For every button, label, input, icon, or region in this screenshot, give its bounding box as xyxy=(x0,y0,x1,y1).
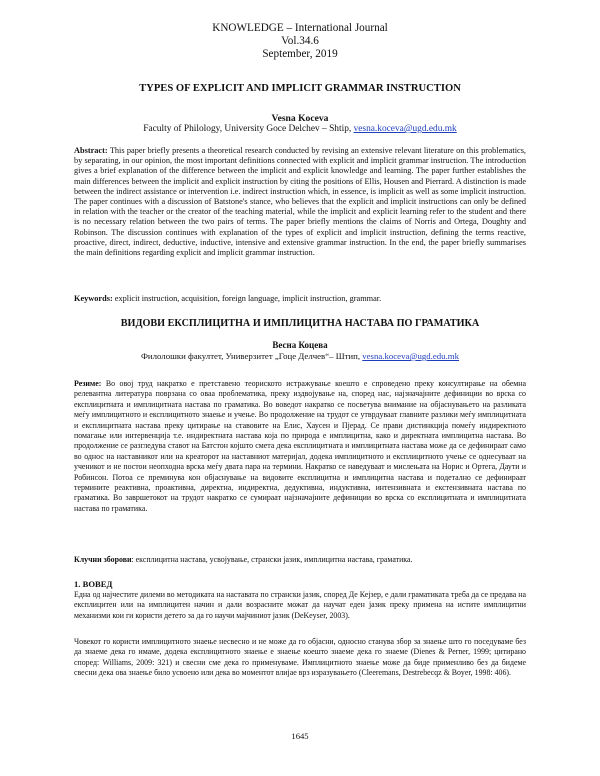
journal-header xyxy=(0,22,600,61)
abstract xyxy=(74,146,526,258)
journal-date: September, 2019 xyxy=(262,48,338,60)
paper-author: Vesna Koceva xyxy=(271,113,329,124)
paper-title: TYPES OF EXPLICIT AND IMPLICIT GRAMMAR INSTRUCTION xyxy=(139,83,461,94)
intro-paragraph-2: Човекот го користи имплицитното знаење несвесно и не може да го објасни, односно станува збор за знаење што го поседуваме без да знаеме дека го имаме, додека експлицитното знаење е знаење коешто знаеме дека го знаеме (Dienes & Perner, 1999; цитирано според: Williams, 2009: 321) и свесни сме дека го применуваме. Имплицитното знаење може да биде применливо без да бидеме свесни дека ова знаење било усвоено или дека во моментот влијае врз изразувањето (Cleeremans, Destrebecqz & Boyer, 1998: 406). xyxy=(74,637,526,678)
klucni-text: : експлицитна настава, усвојување, странски јазик, имплицитна настава, граматика. xyxy=(131,555,413,564)
abstract-text: This paper briefly presents a theoretical research conducted by revising an extensive relevant literature on this problematics, by separating, in our opinion, the most important definitions connected with explicit and implicit grammar instruction. The introduction gives a brief explanation of the difference between the implicit and explicit knowledge and learning. The paper further establishes the main differences between the implicit and explicit instruction by citing the positions of Ellis, Housen and Pierrard. A distinction is made between the indirect assistance or intervention i.e. indirect instruction which, in essence, is implicit as well as some implicit instruction. The paper continues with a discussion of Batstone's stance, who believes that the explicit and implicit instructions can only be defined in relation with the teacher or the creator of the teaching material, while the implicit and explicit learning refer to the student and there is no necessary relation between the two pairs of terms. The paper briefly mentions the claims of Norris and Ortega, Doughty and Robinson. The discussion continues with explanation of the types of explicit and implicit instruction, defining the terms reactive, proactive, direct, indirect, deductive, inductive, intensive and extensive grammar instruction. In the end, the paper briefly summarises the main definitions regarding explicit and implicit grammar instruction. xyxy=(74,146,526,258)
keywords-text: explicit instruction, acquisition, foreign language, implicit instruction, grammar. xyxy=(114,294,382,303)
rezime-label: Резиме: xyxy=(74,379,102,388)
klucni-zborovi xyxy=(74,555,526,565)
author-email-link[interactable]: vesna.koceva@ugd.edu.mk xyxy=(353,124,457,134)
mk-email-link[interactable]: vesna.koceva@ugd.edu.mk xyxy=(362,351,460,361)
rezime-text: Во овој труд накратко е претставено теориското истражување коешто е спроведено преку консултирање на обемна релевантна литература поврзана со оваа проблематика, преку издвојување на, според нас, најзначајните дефиниции во врска со експлицитната и имплицитната настава по граматика. Во воведот накратко се посветува внимание на објаснувањето на разликата меѓу имплицитното и експлицитното знаење и учење. Во продолжение на трудот се утврдуваат главните разлики меѓу имплицитната и експлицитната настава преку цитирање на ставовите на Елис, Хаусен и Пјерад. Се прави дистинкција помеѓу индиректното помагање или интервенција т.е. индиректната настава која по природа е имплицитна, како и директната имплицитна настава. Во продолжение се разгледува ставот на Батстон којшто смета дека експлицитната и имплицитната настава може да се дефинираат само во однос на наставникот или на креаторот на наставниот материјал, додека имплицитното и експлицитното учење се однесуваат на ученикот и не постои неопходна врска меѓу двата пара на термини. Накратко се наведуваат и мислењата на Норис и Ортега, Даути и Робинсон. Потоа се преминува кон објаснување на видовите експлицитна и имплицитна настава и подетално се дефинираат термините реактивна, проактивна, директна, индиректна, дедуктивна, индуктивна, интензивната и екстензивната настава по граматика. Во завршетокот на трудот накратко се сумираат најзначајните дефиниции во врска со експлицитната и имплицитната настава по граматика. xyxy=(74,379,526,513)
mk-affiliation xyxy=(0,351,600,361)
rezime xyxy=(74,379,526,514)
mk-author: Весна Коцева xyxy=(272,340,328,350)
journal-name: KNOWLEDGE – International Journal xyxy=(212,22,388,34)
keywords-label: Keywords: xyxy=(74,294,113,303)
journal-volume: Vol.34.6 xyxy=(281,35,319,47)
mk-title: ВИДОВИ ЕКСПЛИЦИТНА И ИМПЛИЦИТНА НАСТАВА ПО ГРАМАТИКА xyxy=(120,318,480,329)
affiliation-text: Faculty of Philology, University Goce Delchev – Shtip, xyxy=(143,124,352,134)
mk-affiliation-text: Филолошки факултет, Универзитет „Гоце Делчев“– Штип, xyxy=(140,351,361,361)
abstract-label: Abstract: xyxy=(74,146,108,155)
klucni-label: Клучни зборови xyxy=(74,555,132,564)
page-number: 1645 xyxy=(291,731,309,741)
section-heading-intro: 1. ВОВЕД xyxy=(74,579,113,589)
intro-paragraph-1: Една од најчестите дилеми во методиката на наставата по странски јазик, според Де Кејзер, е дали граматиката треба да се предава на експлицитен или на имплицитен начин и дали возрасните можат да научат еден јазик преку примена на истите имплицитни механизми кои ги користи детето за да го научи мајчиниот јазик (DeKeyser, 2003). xyxy=(74,590,526,620)
paper-affiliation xyxy=(0,124,600,134)
keywords xyxy=(74,294,526,304)
